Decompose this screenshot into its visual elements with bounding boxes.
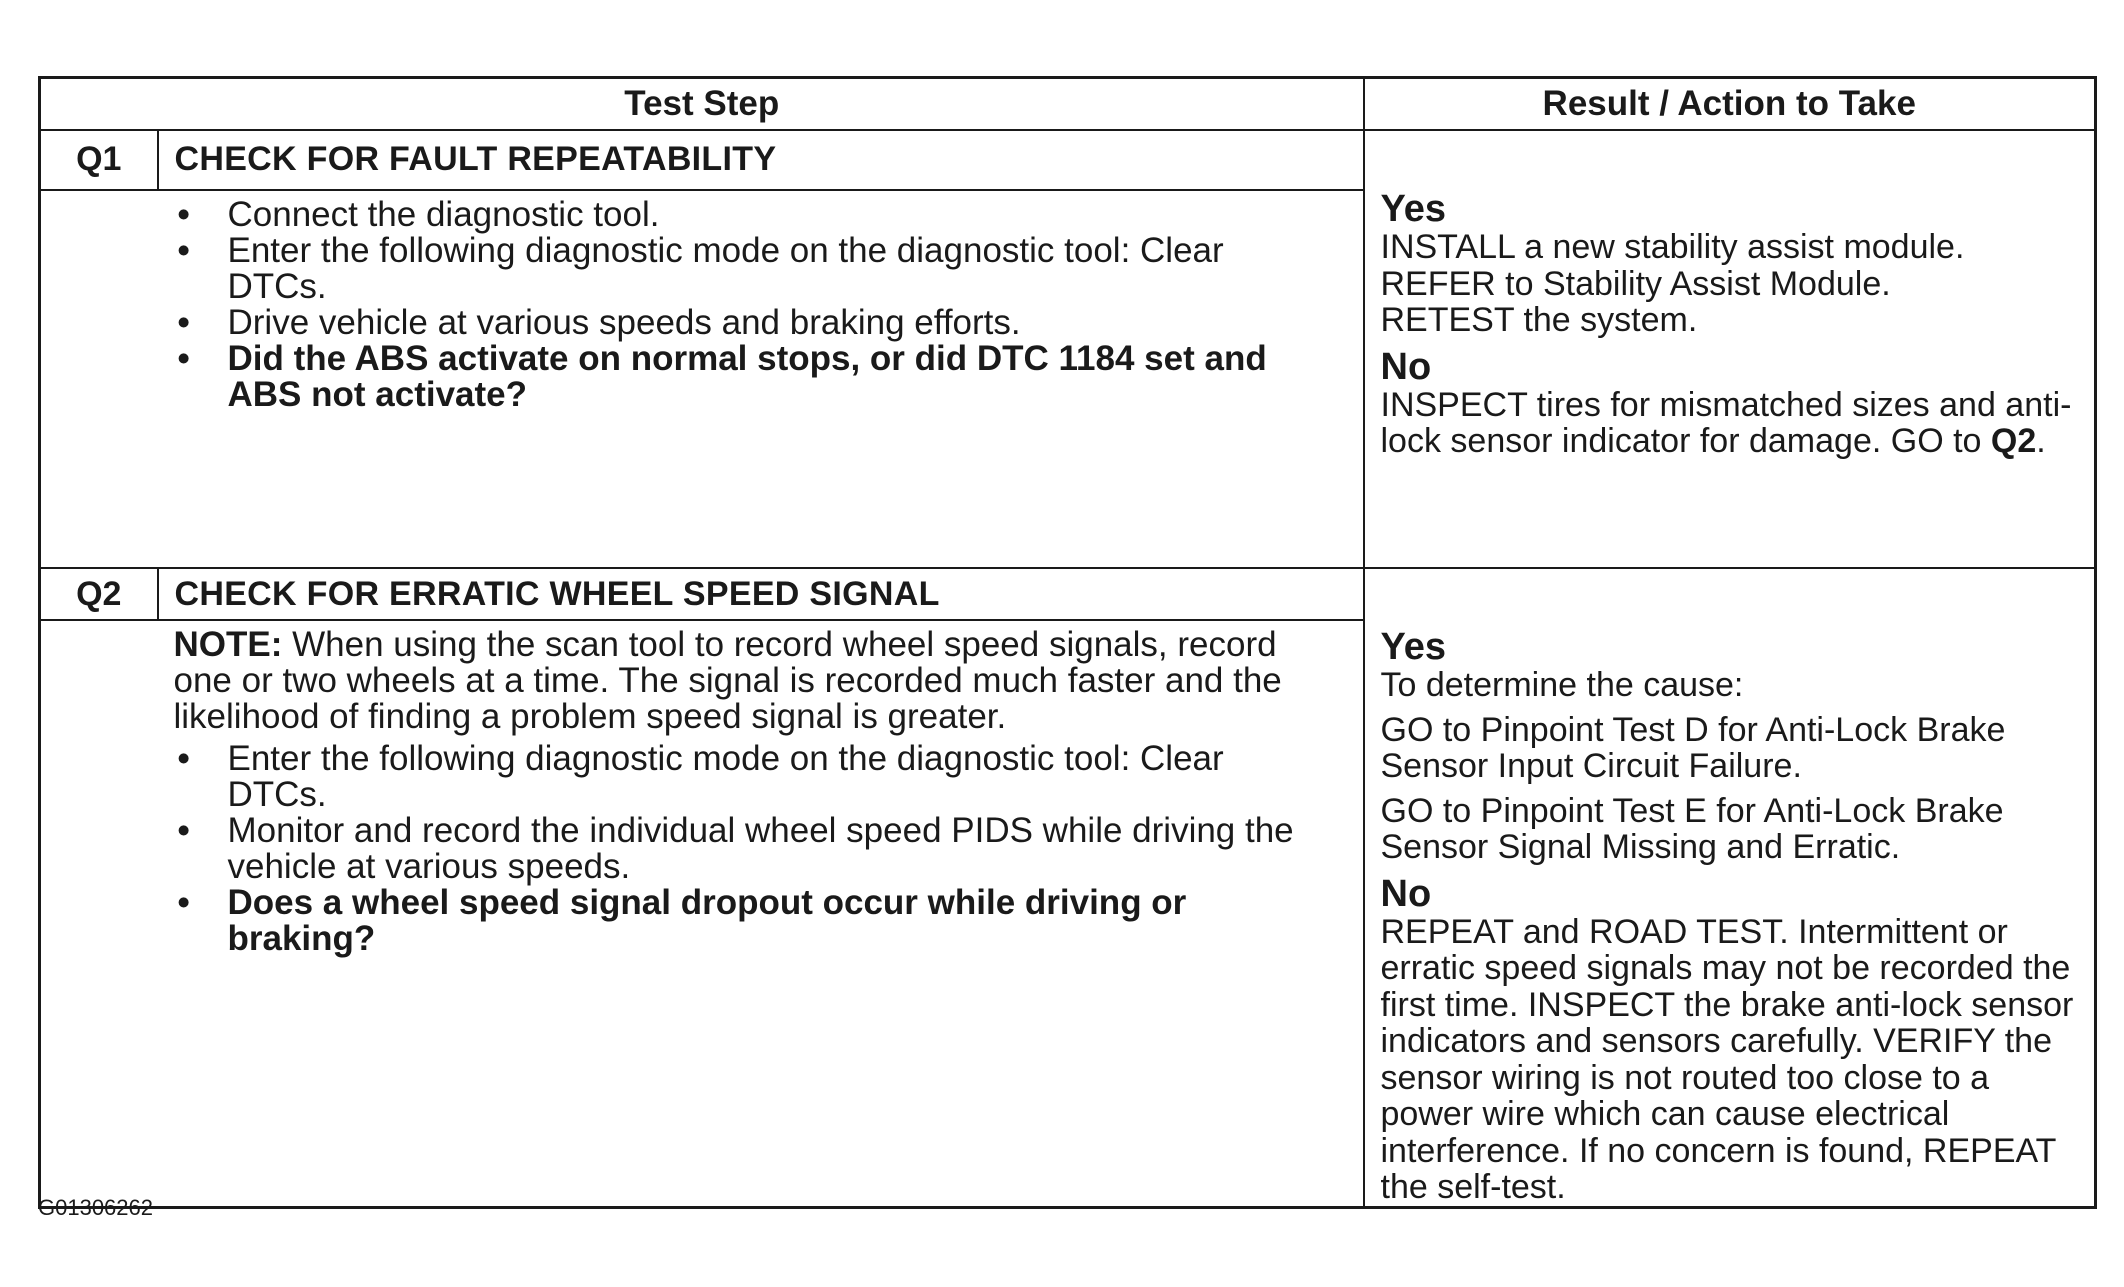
q1-no-ref: Q2 <box>1990 422 2037 460</box>
bullet-icon: • <box>177 739 190 778</box>
q2-title: CHECK FOR ERRATIC WHEEL SPEED SIGNAL <box>158 568 1364 620</box>
q2-title-row <box>40 568 2096 620</box>
list-item <box>174 302 1333 342</box>
list-item <box>174 194 1333 234</box>
q2-yes-label: Yes <box>1380 626 1447 668</box>
q1-title-row <box>40 130 2096 190</box>
q1-no-end: . <box>2036 422 2046 460</box>
bullet-icon: • <box>177 302 190 342</box>
figure-id: G01306262 <box>38 1195 153 1220</box>
q1-result-cell <box>1364 130 2096 568</box>
q2-no-label: No <box>1380 872 1432 915</box>
bullet-icon: • <box>177 338 190 378</box>
table-header-row <box>40 78 2096 131</box>
step-text: Drive vehicle at various speeds and braking efforts. <box>227 302 1021 342</box>
q1-no-text <box>1381 387 2085 460</box>
note-label: NOTE: <box>173 625 283 664</box>
step-question: Did the ABS activate on normal stops, or did DTC 1184 set and ABS not activate? <box>227 338 1267 414</box>
note-text: When using the scan tool to record wheel speed signals, record one or two wheels at a time. The signal is recorded much faster and the likelihood of finding a problem speed signal is greater. <box>173 625 1282 736</box>
q2-steps-list <box>174 741 1333 957</box>
q1-steps-cell <box>158 190 1364 568</box>
header-test-step: Test Step <box>40 78 1364 131</box>
q1-steps-list <box>174 194 1333 414</box>
q2-note <box>174 627 1333 735</box>
q2-id-spacer <box>40 620 158 1207</box>
q1-yes-label: Yes <box>1380 188 1447 230</box>
q2-yes-item: GO to Pinpoint Test D for Anti-Lock Brake Sensor Input Circuit Failure. <box>1380 710 2006 785</box>
step-question: Does a wheel speed signal dropout occur while driving or braking? <box>227 883 1187 958</box>
q1-yes-line: INSTALL a new stability assist module. <box>1380 228 1965 266</box>
q1-title: CHECK FOR FAULT REPEATABILITY <box>158 130 1364 190</box>
q2-result-cell <box>1364 568 2096 1207</box>
q1-no-body: INSPECT tires for mismatched sizes and anti-lock sensor indicator for damage. GO to <box>1380 385 2072 460</box>
list-item <box>174 741 1333 813</box>
step-text: Connect the diagnostic tool. <box>227 194 660 234</box>
step-text: Enter the following diagnostic mode on the diagnostic tool: Clear DTCs. <box>227 230 1224 306</box>
list-item <box>174 813 1333 885</box>
list-item <box>174 338 1333 414</box>
list-item <box>174 885 1333 957</box>
q2-no-text: REPEAT and ROAD TEST. Intermittent or erratic speed signals may not be recorded the first time. INSPECT the brake anti-lock sensor indicators and sensors carefully. VERIFY the sensor wiring is not routed too close to a power wire which can cause electrical interference. If no concern is found, REPEAT the self-test. <box>1380 912 2074 1206</box>
step-text: Enter the following diagnostic mode on the diagnostic tool: Clear DTCs. <box>227 739 1224 814</box>
bullet-icon: • <box>177 230 190 270</box>
bullet-icon: • <box>177 811 190 850</box>
bullet-icon: • <box>177 883 190 922</box>
header-result-action: Result / Action to Take <box>1364 78 2096 131</box>
q2-id: Q2 <box>40 568 158 620</box>
list-item <box>174 230 1333 306</box>
q1-id-spacer <box>40 190 158 568</box>
bullet-icon: • <box>177 194 190 234</box>
q2-yes-item: GO to Pinpoint Test E for Anti-Lock Brake Sensor Signal Missing and Erratic. <box>1380 791 2004 866</box>
q1-id: Q1 <box>40 130 158 190</box>
q2-yes-intro: To determine the cause: <box>1380 666 1744 704</box>
q1-yes-line: RETEST the system. <box>1380 301 1698 339</box>
diagnostic-table <box>38 76 2097 1209</box>
q1-yes-line: REFER to Stability Assist Module. <box>1380 264 1891 303</box>
step-text: Monitor and record the individual wheel speed PIDS while driving the vehicle at various speeds. <box>227 811 1294 886</box>
q2-steps-cell <box>158 620 1364 1207</box>
q1-no-label: No <box>1380 345 1432 388</box>
